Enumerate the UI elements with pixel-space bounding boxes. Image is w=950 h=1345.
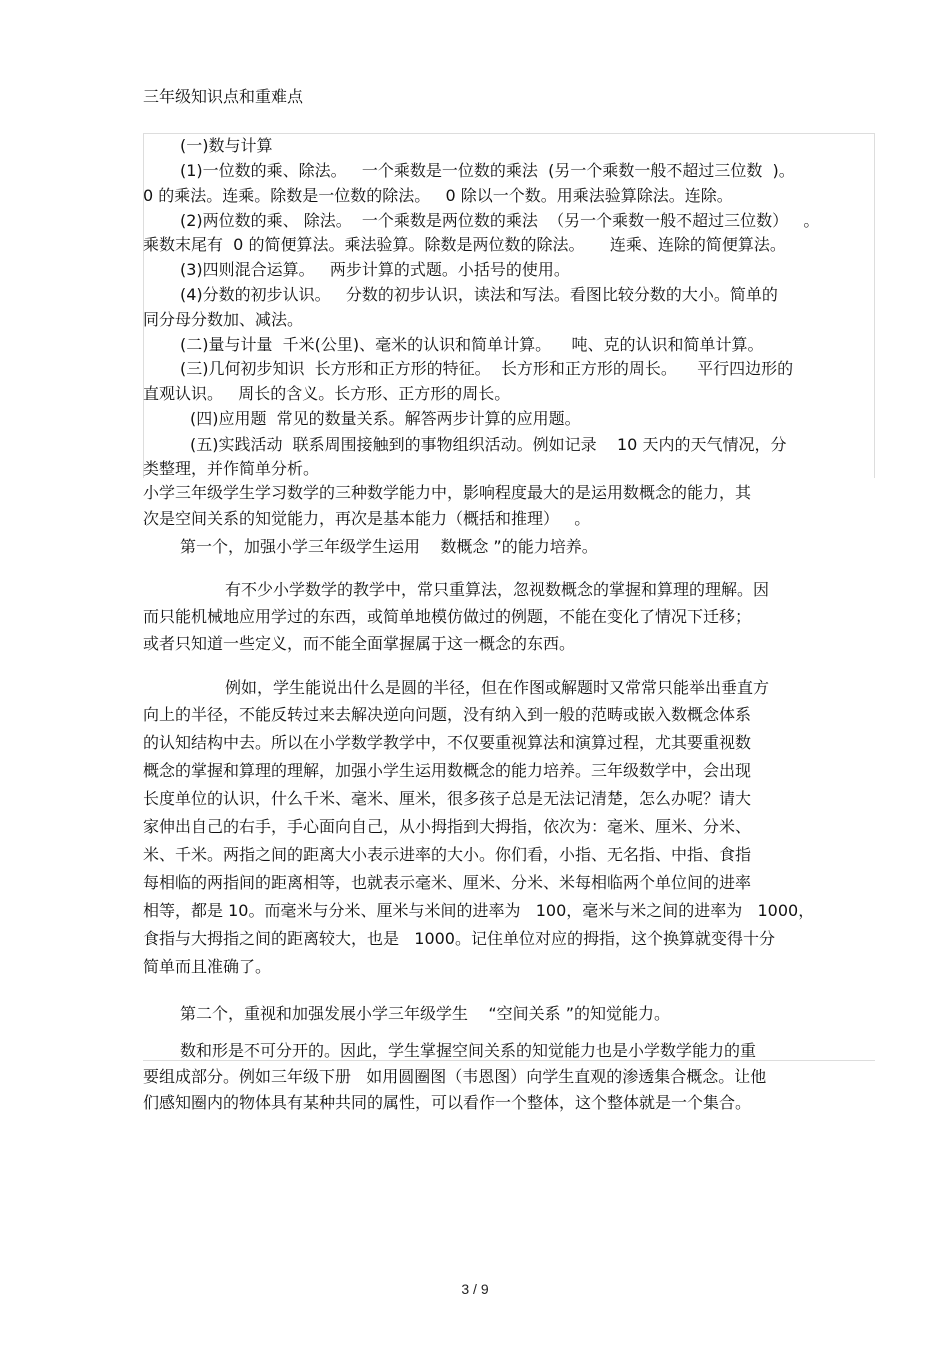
paragraph-line: 米、千米。两指之间的距离大小表示进率的大小。你们看，小指、无名指、中指、食指 [143,845,752,864]
section-heading-1: 第一个，加强小学三年级学生运用 数概念 ”的能力培养。 [180,537,598,556]
outline-line: (4)分数的初步认识。 分数的初步认识，读法和写法。看图比较分数的大小。简单的 [180,285,778,304]
frame-left-line [143,133,144,478]
paragraph-line: 概念的掌握和算理的理解，加强小学生运用数概念的能力培养。三年级数学中，会出现 [143,761,752,780]
outline-line: 直观认识。 周长的含义。长方形、正方形的周长。 [143,384,511,403]
paragraph-line: 的认知结构中去。所以在小学数学教学中，不仅要重视算法和演算过程，尤其要重视数 [143,733,752,752]
paragraph-line: 或者只知道一些定义，而不能全面掌握属于这一概念的东西。 [143,634,576,653]
outline-line: (1)一位数的乘、除法。 一个乘数是一位数的乘法 (另一个乘数一般不超过三位数 )。 [180,161,795,180]
frame-top-line [143,133,875,134]
outline-line: (五)实践活动 联系周围接触到的事物组织活动。例如记录 10 天内的天气情况，分 [190,435,787,454]
paragraph-line: 相等，都是 10。而毫米与分米、厘米与米间的进率为 100，毫米与米之间的进率为 1000， [143,901,815,920]
outline-line: (一)数与计算 [180,136,273,155]
document-title: 三年级知识点和重难点 [143,87,304,106]
paragraph-line: 数和形是不可分开的。因此，学生掌握空间关系的知觉能力也是小学数学能力的重 [180,1041,757,1060]
paragraph-line: 而只能机械地应用学过的东西，或简单地模仿做过的例题，不能在变化了情况下迁移； [143,607,752,626]
outline-line: 类整理，并作简单分析。 [143,459,320,478]
paragraph-line: 们感知圈内的物体具有某种共同的属性，可以看作一个整体，这个整体就是一个集合。 [143,1093,752,1112]
outline-line: (四)应用题 常见的数量关系。解答两步计算的应用题。 [190,409,581,428]
intro-line: 小学三年级学生学习数学的三种数学能力中，影响程度最大的是运用数概念的能力，其 [143,483,752,502]
outline-line: 0 的乘法。连乘。除数是一位数的除法。 0 除以一个数。用乘法验算除法。连除。 [143,186,733,205]
outline-line: (二)量与计量 千米(公里)、毫米的认识和简单计算。 吨、克的认识和简单计算。 [180,335,764,354]
paragraph-line: 食指与大拇指之间的距离较大，也是 1000。记住单位对应的拇指，这个换算就变得十分 [143,929,775,948]
outline-line: 同分母分数加、减法。 [143,310,304,329]
outline-line: (三)几何初步知识 长方形和正方形的特征。 长方形和正方形的周长。 平行四边形的 [180,359,794,378]
intro-line: 次是空间关系的知觉能力，再次是基本能力（概括和推理） 。 [143,509,591,528]
outline-line: 乘数末尾有 0 的简便算法。乘法验算。除数是两位数的除法。 连乘、连除的简便算法。 [143,235,786,254]
section-heading-2: 第二个，重视和加强发展小学三年级学生 “空间关系 ”的知觉能力。 [180,1004,671,1023]
outline-line: (2)两位数的乘、 除法。 一个乘数是两位数的乘法 （另一个乘数一般不超过三位数） 。 [180,211,820,230]
outline-line: (3)四则混合运算。 两步计算的式题。小括号的使用。 [180,260,570,279]
paragraph-line: 长度单位的认识，什么千米、毫米、厘米，很多孩子总是无法记清楚，怎么办呢？请大 [143,789,752,808]
paragraph-line: 有不少小学数学的教学中，常只重算法，忽视数概念的掌握和算理的理解。因 [225,580,770,599]
page-number: 3 / 9 [461,1281,489,1297]
paragraph-line: 家伸出自己的右手，手心面向自己，从小拇指到大拇指，依次为：毫米、厘米、分米、 [143,817,752,836]
paragraph-line: 要组成部分。例如三年级下册 如用圆圈图（韦恩图）向学生直观的渗透集合概念。让他 [143,1067,767,1086]
paragraph-line: 例如，学生能说出什么是圆的半径，但在作图或解题时又常常只能举出垂直方 [225,678,770,697]
paragraph-line: 简单而且准确了。 [143,957,272,976]
paragraph-line: 向上的半径，不能反转过来去解决逆向问题，没有纳入到一般的范畴或嵌入数概念体系 [143,705,752,724]
paragraph-line: 每相临的两指间的距离相等，也就表示毫米、厘米、分米、米每相临两个单位间的进率 [143,873,752,892]
frame-right-line [874,133,875,478]
